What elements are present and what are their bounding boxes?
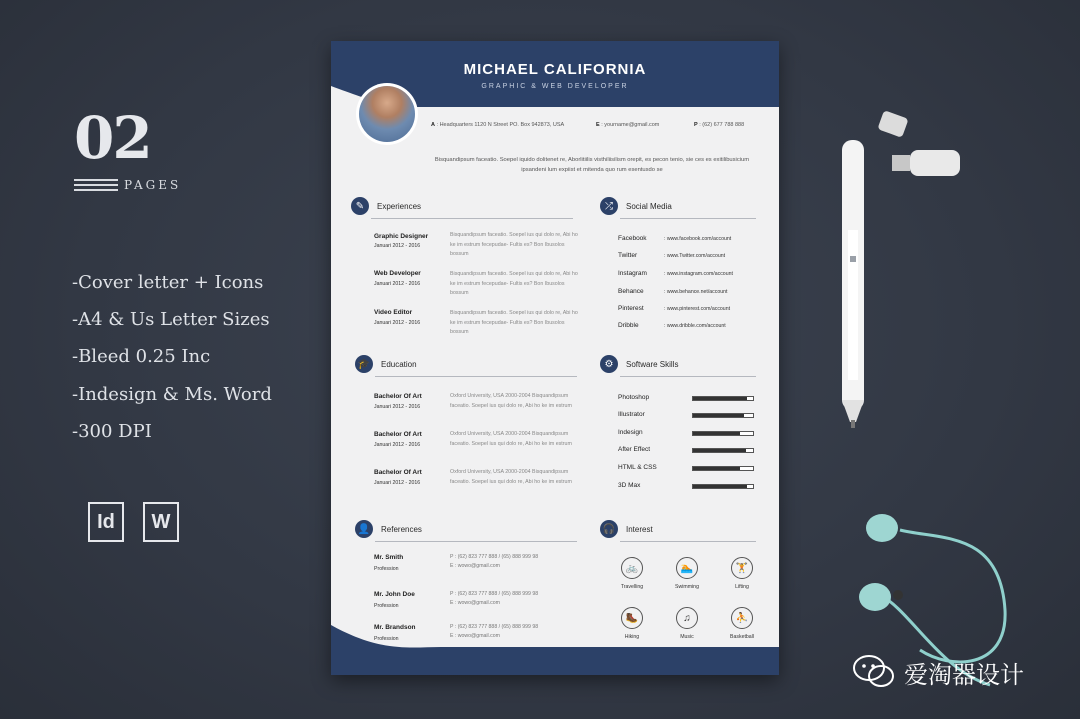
skill-level-bar	[692, 431, 754, 436]
social-name: Dribble	[618, 322, 639, 329]
bicycle-icon: 🚲	[621, 557, 643, 579]
skill-level-bar	[692, 396, 754, 401]
footer-band	[331, 625, 779, 675]
reference-name: Mr. John Doe	[374, 591, 415, 598]
skill-name: Illustrator	[618, 411, 645, 418]
social-url: : www.Twitter.com/account	[664, 253, 726, 259]
divider	[375, 541, 577, 542]
headphones-icon: 🎧	[600, 520, 618, 538]
skill-name: After Effect	[618, 446, 651, 453]
gears-icon: ⚙	[600, 355, 618, 373]
interest-label: Swimming	[675, 584, 699, 590]
resume-paper	[331, 41, 779, 675]
skills-heading: ⚙ Software Skills	[600, 355, 678, 373]
reference-name: Mr. Brandson	[374, 624, 416, 631]
desk-props	[820, 110, 1020, 700]
social-name: Behance	[618, 288, 644, 295]
skill-level-fill	[693, 467, 740, 470]
hiking-icon: 🥾	[621, 607, 643, 629]
usb-drive	[877, 110, 960, 176]
social-url: : www.dribble.com/account	[664, 323, 726, 329]
reference-phone: P : (62) 823 777 888 / (65) 888 999 98	[450, 554, 539, 560]
resume-role: GRAPHIC & WEB DEVELOPER	[481, 83, 629, 90]
education-title: Bachelor Of Art	[374, 431, 422, 438]
divider	[620, 376, 756, 377]
skill-level-fill	[693, 397, 747, 400]
education-date: Januari 2012 - 2016	[374, 442, 421, 448]
experience-date: Januari 2012 - 2016	[374, 243, 421, 249]
contact-address: A : Headquarters 1120 N Street PO. Box 942873, USA	[431, 122, 565, 128]
experience-desc: Bisquandipsum faceatio. Soepel ius qui dolo re, Abi ho ke im estrum fecepudae- Fultis es? Bon Ibusolos bossum	[450, 271, 578, 296]
swimming-icon: 🏊	[676, 557, 698, 579]
feature-item: -Bleed 0.25 Inc	[72, 346, 211, 367]
social-name: Instagram	[618, 270, 647, 277]
social-name: Facebook	[618, 235, 647, 242]
feature-item: -A4 & Us Letter Sizes	[72, 309, 270, 330]
graduation-cap-icon: 🎓	[355, 355, 373, 373]
experience-desc: Bisquandipsum faceatio. Soepel ius qui dolo re, Abi ho ke im estrum fecepudae- Fultis es? Bon Ibusolos bossum	[450, 310, 578, 335]
skill-level-fill	[693, 449, 746, 452]
education-date: Januari 2012 - 2016	[374, 480, 421, 486]
interest-label: Basketball	[730, 634, 754, 640]
pen	[842, 140, 864, 428]
references-heading: 👤 References	[355, 520, 422, 538]
page-count-number: 02	[74, 104, 151, 172]
skill-name: Photoshop	[618, 394, 650, 401]
education-desc: Oxford University, USA 2000-2004 Bisquandipsum faceatio. Soepel ius qui dolo re, Abi ho ke im estrum	[450, 393, 572, 409]
feature-item: -300 DPI	[72, 421, 152, 442]
education-desc: Oxford University, USA 2000-2004 Bisquandipsum faceatio. Soepel ius qui dolo re, Abi ho ke im estrum	[450, 469, 572, 485]
skill-level-bar	[692, 413, 754, 418]
reference-profession: Profession	[374, 636, 399, 642]
education-title: Bachelor Of Art	[374, 393, 422, 400]
interest-label: Hiking	[624, 634, 640, 640]
divider	[620, 218, 756, 219]
person-icon: 👤	[355, 520, 373, 538]
education-heading: 🎓 Education	[355, 355, 417, 373]
indesign-icon: Id	[88, 502, 124, 542]
page-count-lines	[74, 179, 118, 194]
interest-label: Lifting	[735, 584, 749, 590]
intro-text: Bisquandipsum faceatio. Soepel iquido dolitenet re, Aborlitiilis visthiliisilism orepit, es pecon tenio, sie ces es exitilibusicium ipsandeni lum expiist et mitenda quo rum esentusdo se	[434, 157, 750, 173]
interest-heading: 🎧 Interest	[600, 520, 653, 538]
skill-level-fill	[693, 485, 747, 488]
reference-phone: P : (62) 823 777 888 / (65) 888 999 98	[450, 591, 539, 597]
skill-level-bar	[692, 484, 754, 489]
word-icon: W	[143, 502, 179, 542]
skill-name: HTML & CSS	[618, 464, 657, 471]
interest-label: Music	[680, 634, 694, 640]
divider	[375, 376, 577, 377]
skill-level-bar	[692, 448, 754, 453]
divider	[371, 218, 573, 219]
experience-title: Graphic Designer	[374, 233, 429, 240]
lifting-icon: 🏋	[731, 557, 753, 579]
education-date: Januari 2012 - 2016	[374, 404, 421, 410]
skill-level-fill	[693, 414, 744, 417]
reference-email: E : wowo@gmail.com	[450, 563, 500, 569]
social-name: Pinterest	[618, 305, 644, 312]
reference-profession: Profession	[374, 603, 399, 609]
social-name: Twitter	[618, 252, 638, 259]
experience-date: Januari 2012 - 2016	[374, 281, 421, 287]
education-title: Bachelor Of Art	[374, 469, 422, 476]
skill-level-fill	[693, 432, 740, 435]
watermark-text: 爱淘器设计	[904, 661, 1024, 689]
interest-label: Travelling	[620, 584, 644, 590]
briefcase-icon: ✎	[351, 197, 369, 215]
music-icon: ♫	[676, 607, 698, 629]
wechat-icon	[852, 654, 896, 688]
contact-phone: P : (62) 677 788 888	[694, 122, 745, 128]
resume-name: MICHAEL CALIFORNIA	[463, 61, 647, 78]
skill-level-bar	[692, 466, 754, 471]
education-desc: Oxford University, USA 2000-2004 Bisquandipsum faceatio. Soepel ius qui dolo re, Abi ho ke im estrum	[450, 431, 572, 447]
skill-name: 3D Max	[618, 482, 641, 489]
avatar	[356, 83, 418, 145]
reference-email: E : wowo@gmail.com	[450, 633, 500, 639]
divider	[620, 541, 756, 542]
social-url: : www.behance.net/account	[664, 289, 728, 295]
social-heading: ⤮ Social Media	[600, 197, 672, 215]
experiences-heading: ✎ Experiences	[351, 197, 421, 215]
skill-name: Indesign	[618, 429, 643, 436]
feature-item: -Cover letter + Icons	[72, 272, 264, 293]
share-icon: ⤮	[600, 197, 618, 215]
pages-label: PAGES	[124, 178, 182, 192]
reference-phone: P : (62) 823 777 888 / (65) 888 999 98	[450, 624, 539, 630]
reference-profession: Profession	[374, 566, 399, 572]
feature-item: -Indesign & Ms. Word	[72, 384, 272, 405]
social-url: : www.facebook.com/account	[664, 236, 732, 242]
social-url: : www.instagram.com/account	[664, 271, 733, 277]
experience-date: Januari 2012 - 2016	[374, 320, 421, 326]
contact-email: E : yourname@gmail.com	[596, 122, 660, 128]
experience-title: Web Developer	[374, 270, 421, 277]
social-url: : www.pinterest.com/account	[664, 306, 731, 312]
experience-title: Video Editor	[374, 309, 413, 316]
reference-email: E : wowo@gmail.com	[450, 600, 500, 606]
reference-name: Mr. Smith	[374, 554, 404, 561]
experience-desc: Bisquandipsum faceatio. Soepel ius qui dolo re, Abi ho ke im estrum fecepudae- Fultis es? Bon Ibusolos bossum	[450, 232, 578, 257]
basketball-icon: ⛹	[731, 607, 753, 629]
